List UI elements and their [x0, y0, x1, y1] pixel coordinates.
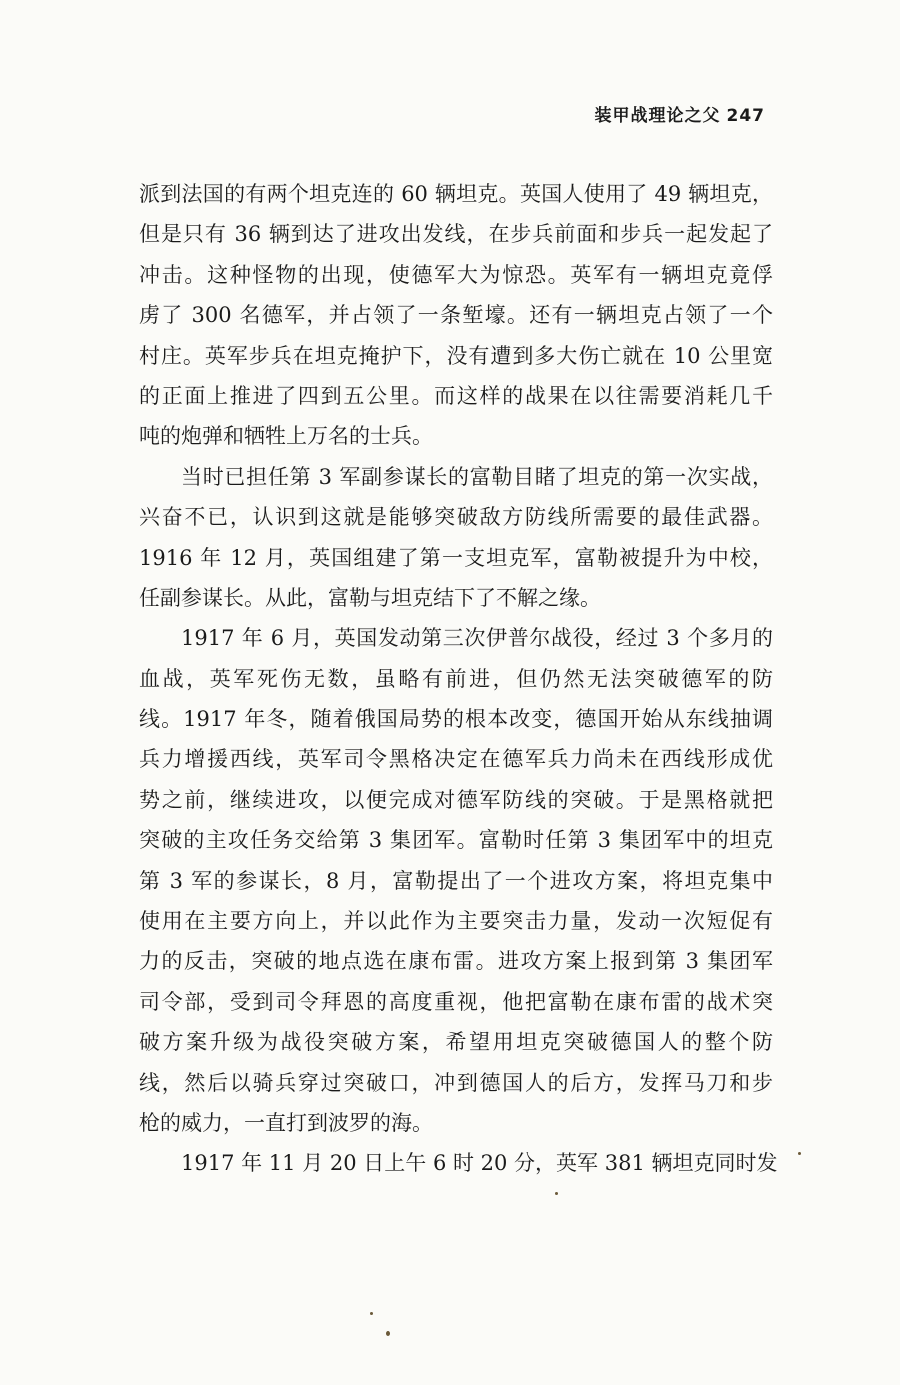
- text-line: 当时已担任第 3 军副参谋长的富勒目睹了坦克的第一次实战，: [181, 464, 773, 489]
- text-line: 力的反击，突破的地点选在康布雷。进攻方案上报到第 3 集团军: [139, 949, 773, 974]
- text-line: 血战，英军死伤无数，虽略有前进，但仍然无法突破德军的防: [139, 666, 773, 691]
- text-line: 势之前，继续进攻，以便完成对德军防线的突破。于是黑格就把: [139, 787, 773, 812]
- page-number: 247: [726, 106, 765, 126]
- scan-speck: [798, 1152, 801, 1155]
- scan-speck: [555, 1192, 558, 1195]
- text-line: 村庄。英军步兵在坦克掩护下，没有遭到多大伤亡就在 10 公里宽: [139, 343, 773, 368]
- text-line: 的正面上推进了四到五公里。而这样的战果在以往需要消耗几千: [139, 383, 773, 408]
- text-line: 破方案升级为战役突破方案，希望用坦克突破德国人的整个防: [139, 1030, 773, 1055]
- text-line: 兴奋不已，认识到这就是能够突破敌方防线所需要的最佳武器。: [139, 505, 773, 530]
- text-line: 冲击。这种怪物的出现，使德军大为惊恐。英军有一辆坦克竟俘: [139, 262, 773, 287]
- text-line: 但是只有 36 辆到达了进攻出发线，在步兵前面和步兵一起发起了: [139, 222, 773, 247]
- text-line: 枪的威力，一直打到波罗的海。: [139, 1110, 433, 1135]
- text-line: 兵力增援西线，英军司令黑格决定在德军兵力尚未在西线形成优: [139, 747, 773, 772]
- text-line: 虏了 300 名德军，并占领了一条堑壕。还有一辆坦克占领了一个: [139, 303, 773, 328]
- scan-speck: [370, 1312, 373, 1315]
- text-line: 任副参谋长。从此，富勒与坦克结下了不解之缘。: [139, 585, 601, 610]
- text-line: 司令部，受到司令拜恩的高度重视，他把富勒在康布雷的战术突: [139, 989, 773, 1014]
- body-text: [139, 174, 778, 1184]
- text-line: 突破的主攻任务交给第 3 集团军。富勒时任第 3 集团军中的坦克: [139, 828, 773, 853]
- text-line: 1917 年 6 月，英国发动第三次伊普尔战役，经过 3 个多月的: [181, 626, 773, 651]
- chapter-title: 装甲战理论之父: [594, 106, 721, 126]
- text-line: 第 3 军的参谋长，8 月，富勒提出了一个进攻方案，将坦克集中: [139, 868, 773, 893]
- text-line: 吨的炮弹和牺牲上万名的士兵。: [139, 424, 433, 449]
- text-line: 1917 年 11 月 20 日上午 6 时 20 分，英军 381 辆坦克同时发: [181, 1151, 778, 1176]
- running-header: [595, 101, 766, 126]
- scan-speck: [386, 1331, 390, 1336]
- text-line: 线，然后以骑兵穿过突破口，冲到德国人的后方，发挥马刀和步: [139, 1070, 773, 1095]
- text-line: 派到法国的有两个坦克连的 60 辆坦克。英国人使用了 49 辆坦克，: [139, 182, 773, 206]
- text-line: 1916 年 12 月，英国组建了第一支坦克军，富勒被提升为中校，: [139, 545, 773, 570]
- text-line: 线。1917 年冬，随着俄国局势的根本改变，德国开始从东线抽调: [139, 707, 773, 732]
- text-line: 使用在主要方向上，并以此作为主要突击力量，发动一次短促有: [139, 909, 773, 934]
